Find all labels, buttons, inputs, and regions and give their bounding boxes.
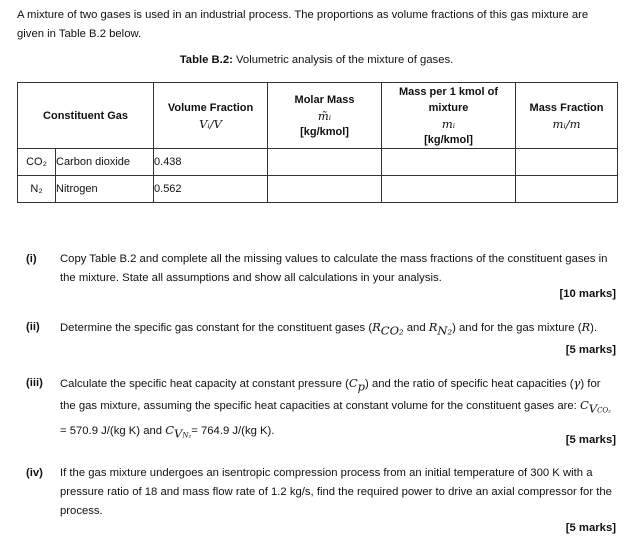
symbol-r: R bbox=[428, 320, 438, 334]
subscript-v: V bbox=[588, 401, 598, 416]
row-volume-fraction: 0.438 bbox=[154, 149, 268, 176]
question-text-part: and bbox=[403, 322, 429, 334]
header-mass-fraction-label: Mass Fraction bbox=[529, 101, 604, 114]
subscript-v: V bbox=[174, 425, 183, 440]
table-header-row bbox=[18, 83, 618, 149]
row-formula: N₂ bbox=[18, 176, 56, 203]
question-text bbox=[60, 374, 617, 445]
question-text: If the gas mixture undergoes an isentropic compression process from an initial temperature of 300 K with a pressure ratio of 18 and mass flow rate of 1.2 kg/s, find the required power to drive an axial compressor for the process. bbox=[60, 467, 612, 517]
intro-paragraph: A mixture of two gases is used in an industrial process. The proportions as volume fractions of this gas mixture are given in Table B.2 below. bbox=[17, 9, 589, 40]
question-number: (iv) bbox=[26, 467, 43, 479]
header-molar-mass-symbol: m̃ᵢ bbox=[317, 108, 332, 123]
subscript-co2: CO₂ bbox=[380, 323, 404, 338]
question-number: (iii) bbox=[26, 377, 43, 389]
row-molar-mass bbox=[268, 176, 382, 203]
question-text-part: ). bbox=[590, 322, 598, 334]
header-volume-fraction-symbol: Vᵢ/V bbox=[199, 116, 222, 131]
subscript-co2: CO₂ bbox=[597, 406, 611, 415]
symbol-c: C bbox=[579, 398, 589, 413]
table-row bbox=[18, 176, 618, 203]
question-iv bbox=[17, 464, 617, 521]
question-number: (ii) bbox=[26, 321, 40, 333]
subscript-n2: N₂ bbox=[182, 430, 192, 439]
question-text-part: ) for the gas mixture, assuming the specific heat capacities at constant volume for the constituent gases are: bbox=[60, 378, 601, 413]
question-marks: [5 marks] bbox=[565, 344, 616, 356]
symbol-c: C bbox=[165, 422, 174, 437]
row-gas-name: Carbon dioxide bbox=[56, 149, 154, 176]
header-volume-fraction bbox=[154, 83, 268, 149]
header-volume-fraction-label: Volume Fraction bbox=[167, 101, 254, 114]
header-mass-per-kmol bbox=[382, 83, 516, 149]
question-iii bbox=[17, 374, 617, 445]
table-caption-text: Volumetric analysis of the mixture of gases. bbox=[232, 54, 454, 66]
table-row bbox=[18, 149, 618, 176]
header-mass-fraction-symbol: mᵢ/m bbox=[552, 116, 581, 131]
row-volume-fraction: 0.562 bbox=[154, 176, 268, 203]
question-i bbox=[17, 250, 617, 288]
volumetric-analysis-table bbox=[17, 82, 618, 203]
question-number: (i) bbox=[26, 253, 37, 265]
question-text-part: = 570.9 J/(kg K) and bbox=[60, 424, 166, 437]
symbol-c: C bbox=[348, 376, 358, 390]
row-mass-fraction bbox=[516, 176, 618, 203]
row-molar-mass bbox=[268, 149, 382, 176]
question-text-part: = 764.9 J/(kg K). bbox=[191, 424, 275, 437]
subscript-p: p bbox=[357, 379, 366, 394]
row-formula: CO₂ bbox=[18, 149, 56, 176]
symbol-r: R bbox=[372, 320, 381, 334]
question-text: Copy Table B.2 and complete all the missing values to calculate the mass fractions of the constituent gases in the mixture. State all assumptions and show all calculations in your analysis. bbox=[60, 253, 608, 284]
question-text-part: Calculate the specific heat capacity at constant pressure ( bbox=[60, 378, 349, 390]
header-molar-mass bbox=[268, 83, 382, 149]
question-text bbox=[60, 318, 617, 340]
row-gas-name: Nitrogen bbox=[56, 176, 154, 203]
table-caption-label: Table B.2: bbox=[179, 54, 233, 66]
header-mass-per-kmol-symbol: mᵢ bbox=[441, 116, 456, 131]
question-marks: [10 marks] bbox=[559, 288, 616, 300]
header-constituent-gas: Constituent Gas bbox=[18, 83, 154, 149]
row-mass-fraction bbox=[516, 149, 618, 176]
subscript-n2: N₂ bbox=[437, 323, 453, 338]
symbol-gamma: γ bbox=[573, 376, 581, 390]
row-mass bbox=[382, 149, 516, 176]
header-mass-per-kmol-label: Mass per 1 kmol of mixture bbox=[398, 85, 499, 114]
row-mass bbox=[382, 176, 516, 203]
table-caption bbox=[0, 54, 633, 66]
question-text-part: ) and the ratio of specific heat capacities ( bbox=[365, 378, 574, 390]
header-molar-mass-label: Molar Mass bbox=[294, 93, 355, 106]
header-mass-per-kmol-unit: [kg/kmol] bbox=[424, 133, 473, 146]
question-ii bbox=[17, 318, 617, 340]
question-marks: [5 marks] bbox=[565, 434, 616, 446]
question-text-part: Determine the specific gas constant for the constituent gases ( bbox=[60, 322, 373, 334]
question-text-part: ) and for the gas mixture ( bbox=[452, 322, 582, 334]
header-mass-fraction bbox=[516, 83, 618, 149]
header-molar-mass-unit: [kg/kmol] bbox=[300, 125, 349, 138]
symbol-r-mixture: R bbox=[581, 320, 591, 334]
question-marks: [5 marks] bbox=[565, 522, 616, 534]
